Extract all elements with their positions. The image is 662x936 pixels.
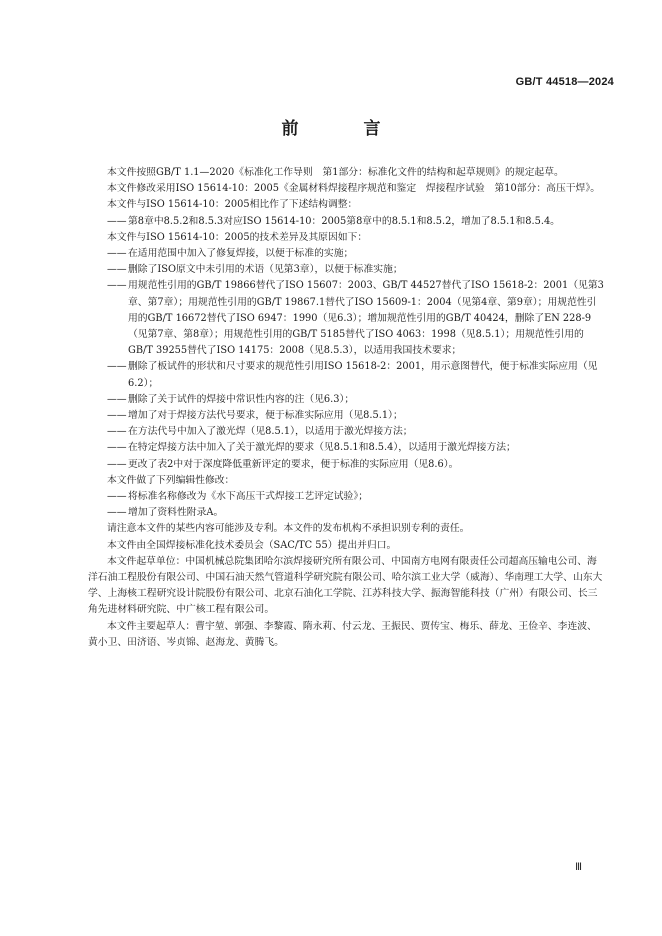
dash-list-item (88, 424, 606, 440)
dash-marker: —— (107, 491, 127, 503)
dash-item-text: 更改了表2中对于深度降低重新评定的要求，便于标准的实际应用（见8.6）。 (128, 458, 459, 470)
dash-list-item (88, 505, 606, 521)
body-paragraph: 本文件与ISO 15614-10：2005相比作了下述结构调整： (107, 199, 358, 211)
standard-number: GB/T 44518—2024 (515, 76, 614, 88)
page-title: 前 言 (281, 119, 405, 139)
dash-marker: —— (107, 280, 127, 292)
dash-list-item (88, 214, 606, 230)
dash-marker: —— (107, 410, 127, 422)
dash-marker: —— (107, 393, 127, 405)
dash-list-item (88, 408, 606, 424)
dash-item-text: 增加了对于焊接方法代号要求，便于标准实际应用（见8.5.1）； (128, 410, 403, 422)
dash-list-item (88, 278, 606, 359)
body-paragraph: 本文件按照GB/T 1.1—2020《标准化工作导则 第1部分：标准化文件的结构和起草规则》的规定起草。 (107, 167, 564, 178)
body-paragraph: 本文件做了下列编辑性修改： (107, 474, 235, 486)
dash-item-text: 第8章中8.5.2和8.5.3对应ISO 15614-10：2005第8章中的8.5.1和8.5.2，增加了8.5.1和8.5.4。 (128, 215, 560, 227)
dash-list-item (88, 489, 606, 505)
dash-list-item (88, 457, 606, 473)
dash-marker: —— (107, 248, 127, 260)
page-number: Ⅲ (575, 862, 582, 873)
dash-marker: —— (107, 215, 127, 227)
dash-item-text: 将标准名称修改为《水下高压干式焊接工艺评定试验》； (128, 491, 369, 503)
dash-list-item (88, 392, 606, 408)
dash-item-text: 用规范性引用的GB/T 19866替代了ISO 15607：2003、GB/T 44527替代了ISO 15618-2：2001（见第3章、第7章）；用规范性引用的GB/T 19867.1替代了ISO 15609-1：2004（见第4章、第9章）；用规范性引用的GB/T 16672替代了ISO 6947：1990（见6.3）；增加规范性引用的GB/T 40424，删除了EN 228-9（见第7章、第8章）；用规范性引用的GB/T 5185替代了ISO 4063：1998（见8.5.1）；用规范性引用的GB/T 39255替代了ISO 14175：2008（见8.5.3），以适用我国技术要求； (128, 280, 604, 357)
dash-item-text: 删除了板试件的形状和尺寸要求的规范性引用ISO 15618-2：2001，用示意图替代，便于标准实际应用（见6.2）； (128, 361, 598, 389)
foreword-body (88, 165, 606, 651)
dash-item-text: 增加了资料性附录A。 (128, 507, 224, 519)
dash-item-text: 在方法代号中加入了激光焊（见8.5.1），以适用于激光焊接方法； (128, 426, 413, 438)
dash-marker: —— (107, 361, 127, 373)
dash-marker: —— (107, 426, 127, 438)
body-paragraph: 本文件主要起草人：曹宇堃、郭强、李黎霞、隋永莉、付云龙、王振民、贾传宝、梅乐、薛龙、王俭辛、李连波、黄小卫、田济语、岑贞锦、赵海龙、黄腾飞。 (88, 620, 597, 648)
dash-marker: —— (107, 442, 127, 454)
body-paragraph: 本文件起草单位：中国机械总院集团哈尔滨焊接研究所有限公司、中国南方电网有限责任公司超高压输电公司、海洋石油工程股份有限公司、中国石油天然气管道科学研究院有限公司、哈尔滨工业大学（威海）、华南理工大学、山东大学、上海核工程研究设计院股份有限公司、北京石油化工学院、江苏科技大学、振海智能科技（广州）有限公司、长三角先进材料研究院、中广核工程有限公司。 (88, 555, 603, 616)
body-paragraph: 本文件修改采用ISO 15614-10：2005《金属材料焊接程序规范和鉴定 焊接程序试验 第10部分：高压干焊》。 (107, 183, 601, 195)
dash-marker: —— (107, 507, 127, 519)
dash-item-text: 删除了关于试件的焊接中常识性内容的注（见6.3）； (128, 393, 355, 405)
body-paragraph: 请注意本文件的某些内容可能涉及专利。本文件的发布机构不承担识别专利的责任。 (107, 523, 470, 535)
dash-item-text: 删除了ISO原文中未引用的术语（见第3章），以便于标准实施； (128, 264, 403, 276)
dash-list-item (88, 246, 606, 262)
dash-marker: —— (107, 458, 127, 470)
dash-item-text: 在特定焊接方法中加入了关于激光焊的要求（见8.5.1和8.5.4），以适用于激光焊接方法； (128, 442, 516, 454)
dash-marker: —— (107, 264, 127, 276)
dash-item-text: 在适用范围中加入了修复焊接，以便于标准的实施； (128, 248, 354, 260)
body-paragraph: 本文件由全国焊接标准化技术委员会（SAC/TC 55）提出并归口。 (107, 539, 397, 551)
dash-list-item (88, 359, 606, 391)
dash-list-item (88, 262, 606, 278)
body-paragraph: 本文件与ISO 15614-10：2005的技术差异及其原因如下： (107, 231, 368, 243)
dash-list-item (88, 440, 606, 456)
